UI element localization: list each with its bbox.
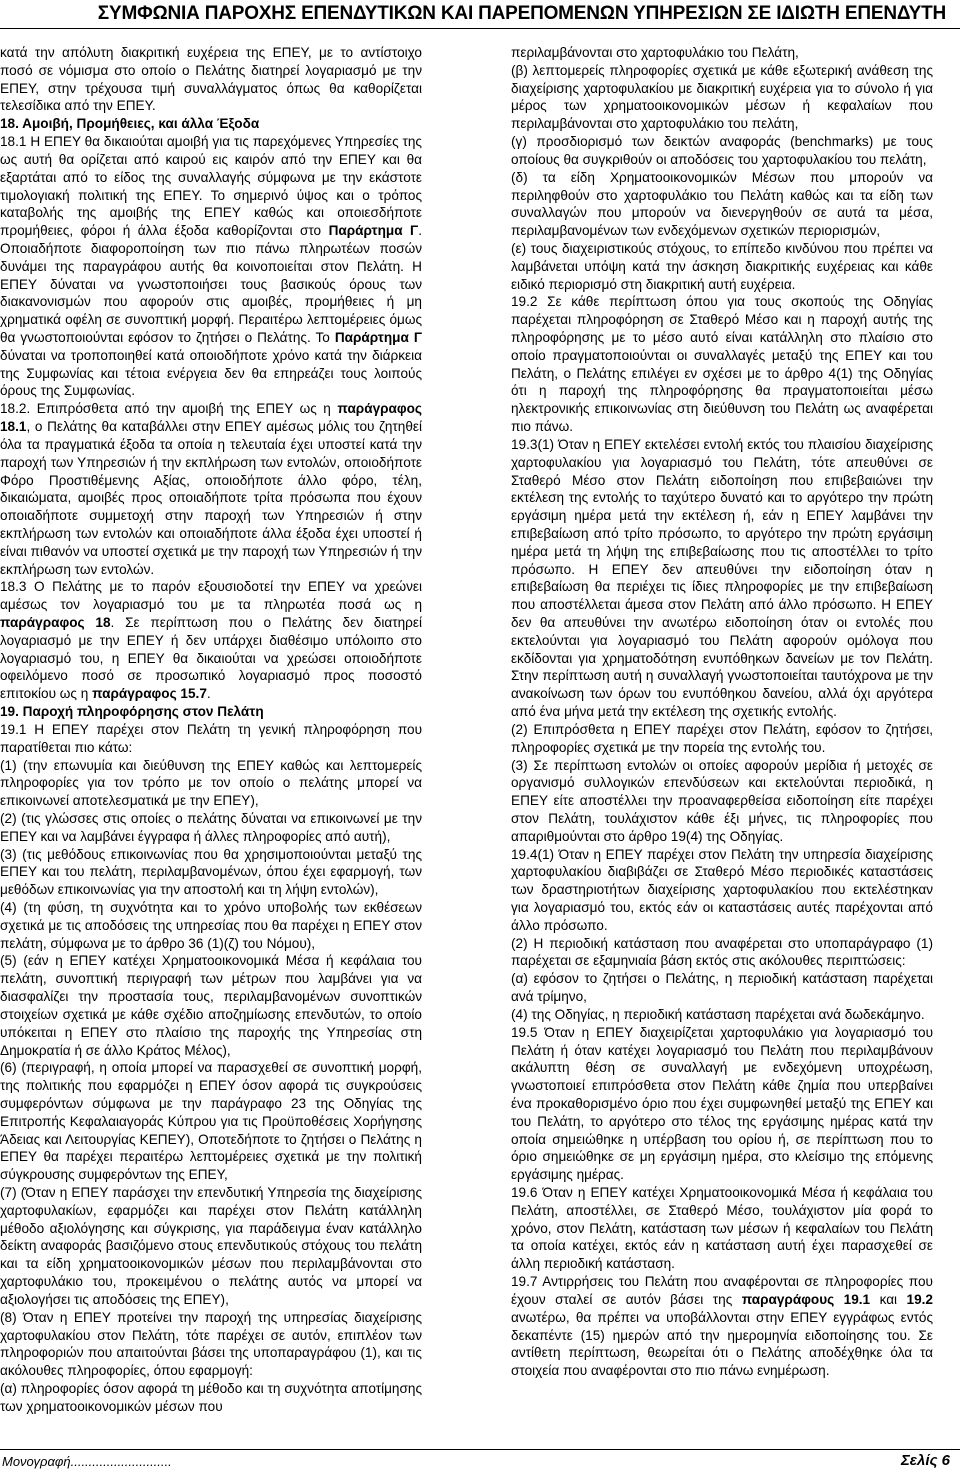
list-item: (5) (εάν η ΕΠΕΥ κατέχει Χρηματοοικονομικά Μέσα ή κεφάλαια του πελάτη, συνοπτική περιγραφή των μέτρων που λαμβάνει για να διασφαλίζει την προστασία τους, περιλαμβανομένων συνοπτικών στοιχείων σχετικά με κάθε σχέδιο αποζημίωσης επενδυτών, το οποίο υπόκειται η ΕΠΕΥ στο πλαίσιο της παροχής της Υπηρεσίας στη Δημοκρατία ή σε άλλο Κράτος Μέλος),: [0, 953, 422, 1058]
paragraph-19-2: 19.2 Σε κάθε περίπτωση όπου για τους σκοπούς της Οδηγίας παρέχεται πληροφόρηση σε Σταθερό Μέσο και η παροχή αυτής της πληροφόρησης με το μέσο αυτό είναι κατάλληλη στο πλαίσιο στο οποίο πραγματοποιούνται οι συναλλαγές μεταξύ της ΕΠΕΥ και του Πελάτη, ο Πελάτης επιλέγει εν σχέσει με το άρθρο 4(1) της Οδηγίας ότι η παροχή της πληροφόρησης θα πραγματοποιείται μέσω ηλεκτρονικής επικοινωνίας στη διεύθυνση του Πελάτη ως αναφέρεται πιο πάνω.: [511, 294, 933, 435]
list-item: (β) λεπτομερείς πληροφορίες σχετικά με κάθε εξωτερική ανάθεση της διαχείρισης χαρτοφυλακίου με διακριτική ευχέρεια για το σύνολο ή για μέρος των χρηματοοικονομικών μέσων ή κεφαλαίων που περιλαμβάνονται στο χαρτοφυλάκιο του πελάτη,: [511, 62, 933, 132]
header-divider: [0, 28, 960, 29]
page-header: [0, 0, 960, 38]
list-item: (7) (Όταν η ΕΠΕΥ παράσχει την επενδυτική Υπηρεσία της διαχείρισης χαρτοφυλακίων, εφαρμόζει και παρέχει στον Πελάτη κατάλληλη μέθοδο αξιολόγησης και σύγκρισης, για παράδειγμα έναν κατάλληλο δείκτη αναφοράς βασιζόμενο στους επενδυτικούς στόχους του πελάτη και τα είδη χρηματοοικονομικών μέσων που περιλαμβάνονται στο χαρτοφυλάκιο του, προκειμένου ο πελάτης αυτός να μπορεί να αξιολογήσει τις αποδόσεις της ΕΠΕΥ),: [0, 1185, 422, 1307]
paragraph: περιλαμβάνονται στο χαρτοφυλάκιο του Πελάτη,: [511, 45, 799, 60]
list-item: (2) Επιπρόσθετα η ΕΠΕΥ παρέχει στον Πελάτη, εφόσον το ζητήσει, πληροφορίες σχετικά με την πορεία της εντολής του.: [511, 721, 933, 755]
footer-divider: [0, 1449, 960, 1450]
left-column: [0, 44, 422, 1416]
list-item: (3) (τις μεθόδους επικοινωνίας που θα χρησιμοποιούνται μεταξύ της ΕΠΕΥ και του πελάτη, περιλαμβανομένων, όπου έχει εφαρμογή, των μεθόδων επικοινωνίας για την αποστολή και τη λήψη εντολών),: [0, 846, 422, 898]
paragraph-19-5: 19.5 Όταν η ΕΠΕΥ διαχειρίζεται χαρτοφυλάκιο για λογαριασμό του Πελάτη ή όταν κατέχει λογαριασμό του Πελάτη που περιλαμβάνουν ακάλυπτη θέση σε συναλλαγή με ενδεχόμενη υποχρέωση, γνωστοποιεί επιπρόσθετα στον Πελάτη κάθε ζημία που υπερβαίνει ένα προκαθορισμένο όριο που έχει συμφωνηθεί μεταξύ της ΕΠΕΥ και του Πελάτη, το αργότερο στο τέλος της εργάσιμης ημέρας κατά την οποία σημειώθηκε η υπέρβαση του ορίου ή, σε περίπτωση που το όριο σημειώθηκε σε μη εργάσιμη ημέρα, στο κλείσιμο της επόμενης εργάσιμης ημέρας.: [511, 1024, 933, 1183]
section-heading-18: 18. Αμοιβή, Προμήθειες, και άλλα Έξοδα: [0, 116, 260, 132]
list-item: (3) Σε περίπτωση εντολών οι οποίες αφορούν μερίδια ή μετοχές σε οργανισμό συλλογικών επενδύσεων και εκτελούνται περιοδικά, η ΕΠΕΥ είτε αποστέλλει την προαναφερθείσα ειδοποίηση είτε παρέχει στον Πελάτη, τουλάχιστον κάθε έξι μήνες, τις πληροφορίες που απαριθμούνται στο άρθρο 19(4) της Οδηγίας.: [511, 757, 933, 844]
list-item: (δ) τα είδη Χρηματοοικονομικών Μέσων που μπορούν να περιληφθούν στο χαρτοφυλάκιο του Πελάτη καθώς και τα είδη των συναλλαγών που μπορούν να διενεργηθούν σε αυτά τα μέσα, περιλαμβανομένων των ενδεχόμενων σχετικών περιορισμών,: [511, 169, 933, 239]
list-item: (γ) προσδιορισμό των δεικτών αναφοράς (benchmarks) με τους οποίους θα συγκριθούν οι αποδόσεις του χαρτοφυλακίου του πελάτη,: [511, 134, 933, 167]
list-item: (α) πληροφορίες όσον αφορά τη μέθοδο και τη συχνότητα αποτίμησης των χρηματοοικονομικών μέσων που: [0, 1380, 422, 1414]
list-item: (4) (τη φύση, τη συχνότητα και το χρόνο υποβολής των εκθέσεων σχετικά με τις αποδόσεις της υπηρεσίας που θα παρέχει η ΕΠΕΥ στον πελάτη, σύμφωνα με το άρθρο 36 (1)(ζ) του Νόμου),: [0, 900, 422, 951]
paragraph-18-1: 18.1 Η ΕΠΕΥ θα δικαιούται αμοιβή για τις παρεχόμενες Υπηρεσίες της ως αυτή θα ορίζεται από καιρού εις καιρόν από την ΕΠΕΥ και θα εξαρτάται από το είδος της συναλλαγής σύμφωνα με την εκάστοτε τιμολογιακή πολιτική της ΕΠΕΥ. Το σημερινό ύψος και ο τρόπος καταβολής της αμοιβής της ΕΠΕΥ καθώς και οποιεσδήποτε προμήθειες, φόροι ή άλλα έξοδα καθορίζονται στο Παράρτημα Γ. Οποιαδήποτε διαφοροποίηση των πιο πάνω πληρωτέων ποσών δυνάμει της παραγράφου αυτής θα κοινοποιείται στον Πελάτη. Η ΕΠΕΥ δύναται να γνωστοποιήσει τους βασικούς όρους των διακανονισμών που αφορούν στις αμοιβές, προμήθειες ή μη χρηματικά οφέλη σε συνοπτική μορφή. Περαιτέρω λεπτομέρειες όμως θα γνωστοποιούνται εφόσον το ζητήσει ο Πελάτης. Το Παράρτημα Γ δύναται να τροποποιηθεί κατά οποιοδήποτε χρόνο κατά την διάρκεια της Συμφωνίας και τέτοια ενέργεια δεν θα επηρεάζει τους λοιπούς όρους της Συμφωνίας.: [0, 134, 423, 399]
paragraph-19-3: 19.3(1) Όταν η ΕΠΕΥ εκτελέσει εντολή εκτός του πλαισίου διαχείρισης χαρτοφυλακίου για λογαριασμό του Πελάτη, τότε απευθύνει σε Σταθερό Μέσο στον Πελάτη ειδοποίηση που επιβεβαιώνει την εκτέλεση της εντολής το ταχύτερο δυνατό και το αργότερο την πρώτη εργάσιμη ημέρα μετά την εκτέλεση ή, εάν η ΕΠΕΥ λαμβάνει την επιβεβαίωση από τρίτο πρόσωπο, το αργότερο την πρώτη εργάσιμη ημέρα μετά τη λήψη της επιβεβαίωσης που τις αποστέλλει το τρίτο πρόσωπο. Η ΕΠΕΥ δεν απευθύνει την ειδοποίηση όταν η επιβεβαίωση θα περιέχει τις ίδιες πληροφορίες με την επιβεβαίωση που αποστέλλεται άμεσα στον Πελάτη από άλλο πρόσωπο. Η ΕΠΕΥ δεν θα απευθύνει την ανωτέρω ειδοποίηση όταν οι εντολές που εκτελούνται για λογαριασμό του Πελάτη αφορούν ομόλογα που εκδίδονται για χρηματοδότηση ενυπόθηκων δανείων με τον Πελάτη. Στην περίπτωση αυτή η συναλλαγή γνωστοποιείται ταυτόχρονα με την ανακοίνωση των όρων του ενυπόθηκου δανείου, αλλά όχι αργότερα από ένα μήνα μετά την εκτέλεση της σχετικής εντολής.: [511, 436, 933, 720]
document-title: ΣΥΜΦΩΝΙΑ ΠΑΡΟΧΗΣ ΕΠΕΝΔΥΤΙΚΩΝ ΚΑΙ ΠΑΡΕΠΟΜΕΝΩΝ ΥΠΗΡΕΣΙΩΝ ΣΕ ΙΔΙΩΤΗ ΕΠΕΝΔΥΤΗ: [97, 3, 946, 24]
paragraph-19-7: 19.7 Αντιρρήσεις του Πελάτη που αναφέρονται σε πληροφορίες που έχουν σταλεί σε αυτόν βάσει της παραγράφους 19.1 και 19.2 ανωτέρω, θα πρέπει να υποβάλλονται στην ΕΠΕΥ εγγράφως εντός δεκαπέντε (15) ημερών από την ημερομηνία ειδοποίησης του. Σε αντίθετη περίπτωση, θεωρείται ότι ο Πελάτης αποδέχθηκε όλα τα στοιχεία που αναφέρονται στο πιο πάνω ενημέρωση.: [511, 1274, 933, 1379]
list-item: (4) της Οδηγίας, η περιοδική κατάσταση παρέχεται ανά δωδεκάμηνο.: [511, 1006, 925, 1022]
right-column: [511, 44, 933, 1380]
list-item: (6) (περιγραφή, η οποία μπορεί να παρασχεθεί σε συνοπτική μορφή, της πολιτικής που εφαρμόζει η ΕΠΕΥ όσον αφορά τις συγκρούσεις συμφερόντων σύμφωνα με την παράγραφο 23 της Οδηγίας της Επιτροπής Κεφαλαιαγοράς Κύπρου για τις Προϋποθέσεις Χορήγησης Άδειας και Λειτουργίας ΚΕΠΕΥ), Οποτεδήποτε το ζητήσει ο Πελάτης η ΕΠΕΥ θα παρέχει περαιτέρω λεπτομέρειες σχετικά με την πολιτική σύγκρουσης συμφερόντων της ΕΠΕΥ,: [0, 1060, 422, 1183]
paragraph-18-3: 18.3 Ο Πελάτης με το παρόν εξουσιοδοτεί την ΕΠΕΥ να χρεώνει αμέσως τον λογαριασμό του με τα πληρωτέα ποσά ως η παράγραφος 18. Σε περίπτωση που ο Πελάτης δεν διατηρεί λογαριασμό με την ΕΠΕΥ ή δεν υπάρχει διαθέσιμο υπόλοιπο στο λογαριασμό του, η ΕΠΕΥ θα δικαιούται να χρεώσει οποιοδήποτε οφειλόμενο ποσό σε προσωπικό λογαριασμό προς ποσοστό επιτοκίου ως η παράγραφος 15.7.: [0, 579, 422, 702]
paragraph-19-6: 19.6 Όταν η ΕΠΕΥ κατέχει Χρηματοοικονομικά Μέσα ή κεφάλαια του Πελάτη, αποστέλλει, σε Σταθερό Μέσο, τουλάχιστον μία φορά το χρόνο, στον Πελάτη, κατάσταση των μέσων ή κεφαλαίων του Πελάτη τα οποία κατέχει, εκτός εάν η κατάσταση αυτή έχει παρασχεθεί σε άλλη περιοδική κατάσταση.: [511, 1185, 933, 1272]
section-heading-19: 19. Παροχή πληροφόρησης στον Πελάτη: [0, 704, 264, 720]
paragraph-18-2: 18.2. Επιπρόσθετα από την αμοιβή της ΕΠΕΥ ως η παράγραφος 18.1, ο Πελάτης θα καταβάλλει στην ΕΠΕΥ αμέσως μόλις του ζητηθεί όλα τα πραγματικά έξοδα τα οποία η τελευταία έχει υποστεί κατά την παροχή των Υπηρεσιών ή την εκπλήρωση των εντολών, οποιοδήποτε Φόρο Προστιθέμενης Αξίας, οποιοδήποτε άλλο φόρο, τέλη, δικαιώματα, αμοιβές προς οποιαδήποτε τρίτα πρόσωπα που έχουν οποιαδήποτε συμμετοχή στην παροχή των Υπηρεσιών ή στην εκπλήρωση των εντολών και οποιαδήποτε άλλα έξοδα έχει υποστεί ή είναι πιθανόν να υποστεί σχετικά με την παροχή των Υπηρεσιών ή την εκπλήρωση των εντολών.: [0, 401, 422, 577]
list-item: (ε) τους διαχειριστικούς στόχους, το επίπεδο κινδύνου που πρέπει να λαμβάνεται υπόψη κατά την άσκηση διακριτικής ευχέρειας και κάθε ειδικό περιορισμό στη διακριτική αυτή ευχέρεια.: [511, 240, 933, 292]
list-item: (2) Η περιοδική κατάσταση που αναφέρεται στο υποπαράγραφο (1) παρέχεται σε εξαμηνιαία βάση εκτός στις ακόλουθες περιπτώσεις:: [511, 935, 933, 969]
paragraph-19-4: 19.4(1) Όταν η ΕΠΕΥ παρέχει στον Πελάτη την υπηρεσία διαχείρισης χαρτοφυλακίου διαβιβάζει σε Σταθερό Μέσο περιοδικές καταστάσεις των δραστηριοτήτων διαχείρισης χαρτοφυλακίου που εκτελέστηκαν για λογαριασμό του, εκτός εάν οι καταστάσεις αυτές παρέχονται από άλλο πρόσωπο.: [511, 846, 933, 933]
paragraph: κατά την απόλυτη διακριτική ευχέρεια της ΕΠΕΥ, με το αντίστοιχο ποσό σε νόμισμα στο οποίο ο Πελάτης διατηρεί λογαριασμό με την ΕΠΕΥ, στην τρέχουσα τιμή συναλλάγματος όπως θα καθορίζεται τελεσίδικα από την ΕΠΕΥ.: [0, 45, 422, 114]
list-item: (1) (την επωνυμία και διεύθυνση της ΕΠΕΥ καθώς και λεπτομερείς πληροφορίες για τον τρόπο με τον οποίο ο πελάτης μπορεί να επικοινωνεί αποτελεσματικά με την ΕΠΕΥ),: [0, 757, 422, 809]
list-item: (2) (τις γλώσσες στις οποίες ο πελάτης δύναται να επικοινωνεί με την ΕΠΕΥ και να λαμβάνει έγγραφα ή άλλες πληροφορίες από αυτή),: [0, 810, 422, 844]
list-item: (8) Όταν η ΕΠΕΥ προτείνει την παροχή της υπηρεσίας διαχείρισης χαρτοφυλακίου στον Πελάτη, τότε παρέχει σε αυτόν, επιπλέον των πληροφοριών που απαιτούνται βάσει της υποπαραγράφου (1), και τις ακόλουθες πληροφορίες, όπου εφαρμογή:: [0, 1309, 422, 1379]
page-number: Σελίς 6: [900, 1452, 950, 1469]
paragraph-19-1: 19.1 Η ΕΠΕΥ παρέχει στον Πελάτη τη γενική πληροφόρηση που παρατίθεται πιο κάτω:: [0, 721, 422, 755]
list-item: (α) εφόσον το ζητήσει ο Πελάτης, η περιοδική κατάσταση παρέχεται ανά τρίμηνο,: [511, 971, 933, 1005]
initials-line: Μονογραφή............................: [2, 1454, 172, 1469]
